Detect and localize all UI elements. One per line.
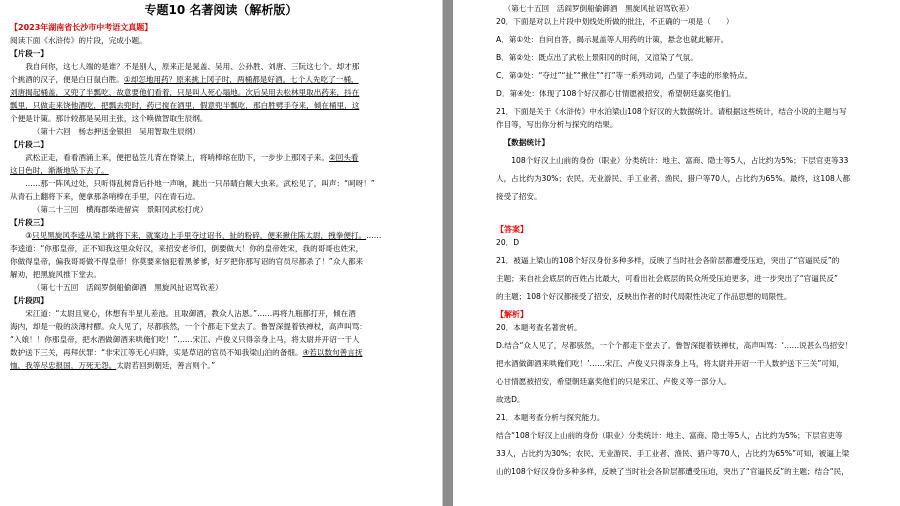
segment-2-line: 从青石上翻将下来，便拿那条哨棒在手里，闪在青石边。 — [10, 192, 200, 201]
segment-4-line: 宋江道：“太尉且宽心，休想有半星儿差池。且取御酒，教众人沾恩。”……再将九瓶都打开，倾在酒 — [25, 309, 356, 318]
option-d: D．第④处：体现了108个好汉都心甘情愿被招安，希望朝廷嘉奖他们。 — [496, 89, 736, 98]
analysis-20-line: D.结合“众人见了，尽都骇然，一个个都走下堂去了。鲁智深提着铁禅杖，高声叫骂：‘……说甚么鸟招安！ — [496, 341, 853, 350]
document-title: 专题10 名著阅读（解析版） — [144, 3, 298, 17]
source-tag: 【2023年湖南省长沙市中考语文真题】 — [10, 23, 153, 32]
segment-3-line — [10, 229, 432, 242]
underlined-annotation-4: ④若以数句善言抚 — [302, 348, 363, 357]
reading-intro: 阅读下面《水浒传》的片段，完成小题。 — [10, 36, 147, 45]
data-stats-label: 【数据统计】 — [503, 138, 550, 147]
answer-label: 【答案】 — [496, 225, 528, 234]
option-b: B．第②处：既点出了武松上景阳冈的时间，又渲染了气氛。 — [496, 53, 698, 62]
segment-4-line: “入娘！！你那皇帝，把水酒做御酒来哄俺们吃！”……宋江、卢俊义只得亲身上马，将太尉并开诏一干人 — [10, 335, 360, 344]
data-stats-line: 人，占比约为30%；农民、无业游民、手工业者、渔民、猎户等70人，占比约为65%。最终，这108人都 — [496, 174, 851, 183]
underlined-annotation-4: 恤，我等尽忠报国，万死无怨。 — [10, 361, 117, 370]
right-page — [453, 0, 900, 506]
top-chapter-line: （第七十五回 活阎罗倒船偷御酒 黑旋风扯诏骂钦差） — [503, 4, 694, 13]
option-c: C．第③处：“夺过”“扯”“揪住”“打”等一系列动词，凸显了李逵的形象特点。 — [496, 71, 753, 80]
segment-3-text: …… — [366, 231, 382, 240]
segment-1-line — [10, 73, 432, 86]
analysis-20-line: 心甘情愿被招安，希望朝廷嘉奖他们的只是宋江、卢俊义等一部分人。 — [496, 377, 732, 386]
question-21-stem: 作目等，写出你分析与探究的结果。 — [496, 120, 618, 129]
question-21-stem: 21．下面是关于《水浒传》中水泊梁山108个好汉的大数据统计。请根据这些统计，结合小说的主题与写 — [496, 107, 847, 116]
option-a: A．第①处：自问自答，揭示晁盖等人用药的计策，悬念也就此解开。 — [496, 35, 729, 44]
underlined-annotation-1: 瓢里，只做走来饶他酒吃，把瓢去兜时，药已搅在酒里，假意兜半瓢吃，那白胜劈手夺来，倾在桶里，这 — [10, 101, 360, 110]
analysis-21-title: 21．本题考查分析与探究能力。 — [496, 413, 605, 422]
underlined-annotation-1: 刘唐揭起桶盖，又兜了半瓢吃，故意要他们看着，只是叫人死心塌地。次后吴用去松林里取出药来，抖在 — [10, 88, 360, 97]
answer-21-line: 主题；来自社会底层的百姓占比最大，可看出社会底层的民众所受压迫更多，进一步突出了“官逼民反” — [496, 274, 838, 283]
analysis-label: 【解析】 — [496, 310, 528, 319]
underlined-annotation-3: 只见黑旋风李逵从梁上跳将下来，就案边上手里夺过诏书，扯的粉碎，便来揪住陈太尉，拽拳便打。 — [32, 231, 367, 240]
segment-1-line: 我自问你，这七人端的是谁？不是别人，原来正是晁盖、吴用、公孙胜、刘唐、三阮这七个。却才那 — [25, 62, 360, 71]
segment-1-line: 个便是计策。那计较都是吴用主张，这个唤做智取生辰纲。 — [10, 114, 208, 123]
segment-4-line — [10, 346, 432, 359]
analysis-21-line: 33人，占比约为30%；农民、无业游民、手工业者、渔民、猎户等70人，占比约为65%”可知，被逼上梁 — [496, 449, 850, 458]
answer-21-line: 的主题；108个好汉都接受了招安，反映出作者的时代局限性决定了作品思想的局限性。 — [496, 292, 792, 301]
analysis-21-line: 山的108个好汉身份多种多样，反映了当时社会各阶层都遭受压迫，突出了“官逼民反”的主题；结合“民， — [496, 467, 849, 476]
segment-3-line: 你做得皇帝，偏我哥哥做不得皇帝！你莫要来恼犯着黑爹爹，好歹把你那写诏的官员尽都杀了！”众人都来 — [10, 257, 364, 266]
segment-1-text: 个挑酒的汉子，便是白日鼠白胜。 — [10, 75, 124, 84]
segment-2-chapter: （第二十三回 横海郡柴进留宾 景阳冈武松打虎） — [32, 205, 208, 214]
segment-4-text: 太尉若回到朝廷，善言则个。” — [116, 361, 216, 370]
analysis-20-choice: 故选D。 — [496, 395, 525, 404]
segment-4-label: 【片段四】 — [10, 296, 48, 305]
underlined-annotation-2: 这日色时，渐渐地坠下去了。 — [10, 166, 109, 175]
page-divider — [442, 0, 443, 506]
segment-1-label: 【片段一】 — [10, 49, 48, 58]
analysis-20-line: 把水酒做御酒来哄俺们吃！’……宋江、卢俊义只得亲身上马，将太尉并开诏一干人数护送下三关”可知， — [496, 359, 845, 368]
segment-4-line — [10, 359, 432, 372]
segment-3-chapter: （第七十五回 活阎罗倒船偷御酒 黑旋风扯诏骂钦差） — [32, 283, 223, 292]
segment-4-line: 海内，却是一般的淡薄村醪。众人见了，尽都骇然，一个个都走下堂去了。鲁智深提着铁禅杖，高声叫骂： — [10, 322, 367, 331]
data-stats-line: 108个好汉上山前的身份（职业）分类统计：地主、富商、隐士等5人，占比约为5%；下层官吏等33 — [511, 156, 849, 165]
answer-20: 20．D — [496, 238, 520, 247]
segment-2-line — [10, 151, 432, 164]
segment-3-line: 李逵道：“你那皇帝，正不知我这里众好汉，来招安老爷们，倒要做大！你的皇帝姓宋，我的哥哥也姓宋， — [10, 244, 364, 253]
segment-3-line: 解劝，把黑旋风推下堂去。 — [10, 270, 102, 279]
underlined-annotation-2: ②回头看 — [328, 153, 359, 162]
left-page — [0, 0, 442, 506]
question-20-stem: 20．下面是对以上片段中划线处所做的批注，不正确的一项是（ ） — [496, 17, 734, 26]
underlined-annotation-1: ①却怎地用药？原来挑上冈子时，两桶都是好酒。七个人先吃了一桶， — [123, 75, 359, 84]
segment-2-line: ……那一阵风过处，只听得乱树背后扑地一声响，跳出一只吊睛白额大虫来。武松见了，叫声：“呵呀！” — [25, 179, 375, 188]
annotation-marker-3: ③ — [25, 231, 32, 240]
segment-2-text: 武松正走，看看酒涌上来，便把毡笠儿背在脊梁上，将哨棒绾在肋下，一步步上那冈子来。 — [25, 153, 329, 162]
answer-21-line: 21．被逼上梁山的108个好汉身份多种多样，反映了当时社会各阶层都遭受压迫，突出了“官逼民反”的 — [496, 256, 840, 265]
segment-2-label: 【片段二】 — [10, 140, 48, 149]
segment-3-label: 【片段三】 — [10, 218, 48, 227]
analysis-20-title: 20．本题考查名著赏析。 — [496, 323, 582, 332]
segment-1-chapter: （第十六回 杨志押送金银担 吴用智取生辰纲） — [32, 127, 200, 136]
data-stats-line: 接受了招安。 — [496, 192, 542, 201]
analysis-21-line: 结合“108个好汉上山前的身份（职业）分类统计：地主、富商、隐士等5人，占比约为5%；下层官吏等 — [496, 431, 843, 440]
segment-4-text: 数护送下三关，再拜伏罪：“非宋江等无心归降，实是草诏的官员不知我梁山泊的备细。 — [10, 348, 303, 357]
